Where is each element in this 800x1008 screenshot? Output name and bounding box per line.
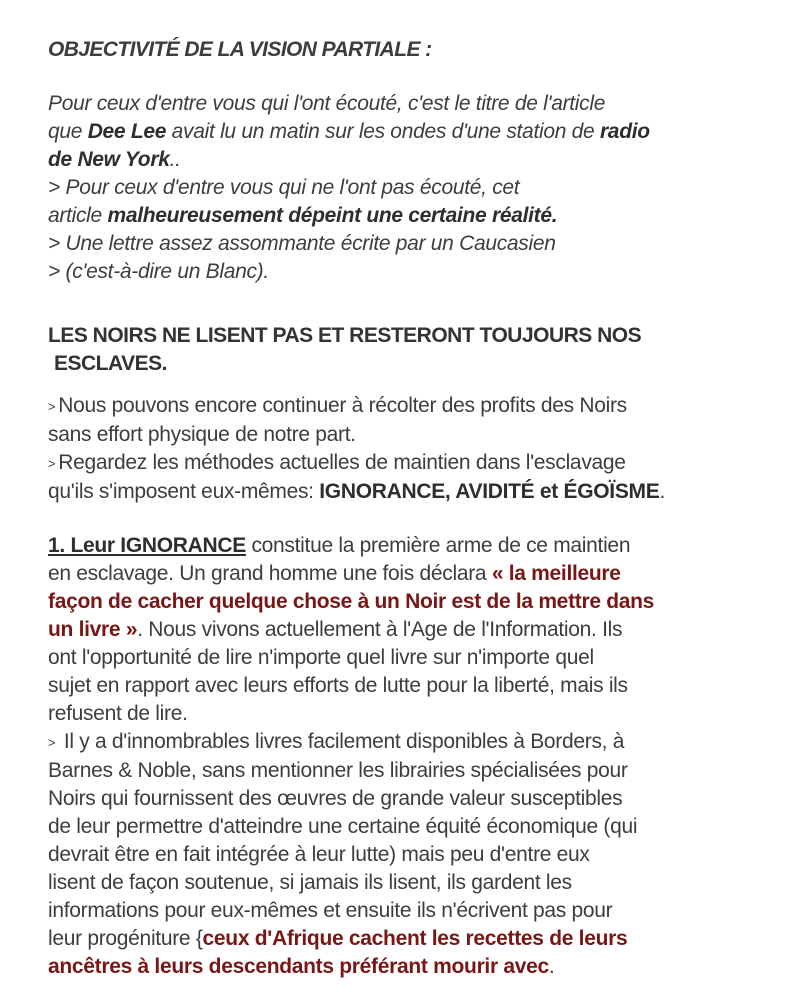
quote-highlight: « la meilleure: [491, 562, 621, 585]
intro-emphasis: malheureusement dépeint une certaine réalité.: [107, 204, 558, 227]
ignorance-line: [48, 560, 768, 588]
intro-text: que: [48, 120, 88, 143]
section-heading-line: LES NOIRS NE LISENT PAS ET RESTERONT TOUJOURS NOS: [48, 324, 642, 347]
ignorance-line: [48, 728, 768, 757]
quote-highlight: façon de cacher quelque chose à un Noir est de la mettre dans: [48, 590, 655, 613]
radio-label: radio: [599, 120, 650, 143]
intro-line: Pour ceux d'entre vous qui l'ont écouté, c'est le titre de l'article: [48, 92, 606, 115]
intro-text: avait lu un matin sur les ondes d'une station de: [166, 120, 600, 143]
points-paragraph: [48, 392, 768, 506]
intro-line: [48, 118, 768, 146]
radio-city: de New York: [48, 148, 170, 171]
bullet-marker-icon: >: [48, 399, 56, 414]
section-heading: [48, 322, 768, 378]
bullet-marker-icon: >: [48, 456, 56, 471]
section-heading-line: [48, 350, 768, 378]
quote-highlight: ancêtres à leurs descendants préférant mourir avec: [48, 955, 549, 978]
quote-highlight: un livre »: [48, 618, 138, 641]
point-text: .: [659, 480, 665, 503]
quote-highlight: ceux d'Afrique cachent les recettes de leurs: [202, 927, 628, 950]
ignorance-text: Il y a d'innombrables livres facilement disponibles à Borders, à: [63, 730, 625, 753]
intro-line: [48, 202, 768, 230]
ignorance-line: [48, 953, 768, 981]
article-title: OBJECTIVITÉ DE LA VISION PARTIALE :: [48, 38, 432, 61]
author-name: Dee Lee: [87, 120, 167, 143]
ignorance-line: lisent de façon soutenue, si jamais ils lisent, ils gardent les: [48, 871, 572, 894]
ignorance-line: [48, 532, 768, 560]
intro-line: > Pour ceux d'entre vous qui ne l'ont pas écouté, cet: [48, 176, 520, 199]
ignorance-line: de leur permettre d'atteindre une certaine équité économique (qui: [48, 815, 638, 838]
section-heading-text: ESCLAVES.: [54, 352, 167, 375]
ignorance-line: Barnes & Noble, sans mentionner les librairies spécialisées pour: [48, 759, 628, 782]
intro-line: > (c'est-à-dire un Blanc).: [48, 260, 269, 283]
intro-paragraph: [48, 90, 768, 286]
ignorance-line: ont l'opportunité de lire n'importe quel livre sur n'importe quel: [48, 646, 594, 669]
ignorance-line: informations pour eux-mêmes et ensuite ils n'écrivent pas pour: [48, 899, 613, 922]
ignorance-line: Noirs qui fournissent des œuvres de grande valeur susceptibles: [48, 787, 623, 810]
ignorance-line: [48, 925, 768, 953]
intro-text: ..: [169, 148, 181, 171]
point-text: Regardez les méthodes actuelles de maintien dans l'esclavage: [58, 451, 626, 474]
article-page: [48, 36, 768, 1007]
ignorance-text: en esclavage. Un grand homme une fois déclara: [48, 562, 492, 585]
point-line: sans effort physique de notre part.: [48, 423, 356, 446]
ignorance-line: sujet en rapport avec leurs efforts de lutte pour la liberté, mais ils: [48, 674, 628, 697]
intro-line: [48, 146, 768, 174]
ignorance-line: refusent de lire.: [48, 702, 188, 725]
point-emphasis: IGNORANCE, AVIDITÉ et ÉGOÏSME: [319, 480, 660, 503]
ignorance-heading: 1. Leur IGNORANCE: [48, 534, 246, 557]
ignorance-line: devrait être en fait intégrée à leur lutte) mais peu d'entre eux: [48, 843, 590, 866]
intro-text: article: [48, 204, 108, 227]
ignorance-text: constitue la première arme de ce maintien: [245, 534, 631, 557]
point-line: [48, 392, 768, 421]
ignorance-text: . Nous vivons actuellement à l'Age de l'Information. Ils: [137, 618, 623, 641]
ignorance-text: .: [548, 955, 555, 978]
ignorance-paragraph: [48, 532, 768, 981]
bullet-marker-icon: >: [48, 735, 56, 750]
ignorance-line: [48, 616, 768, 644]
point-line: [48, 449, 768, 478]
point-text: Nous pouvons encore continuer à récolter des profits des Noirs: [58, 394, 627, 417]
ignorance-text: leur progéniture {: [48, 927, 203, 950]
point-line: [48, 478, 768, 506]
point-text: qu'ils s'imposent eux-mêmes:: [48, 480, 320, 503]
intro-line: > Une lettre assez assommante écrite par un Caucasien: [48, 232, 556, 255]
